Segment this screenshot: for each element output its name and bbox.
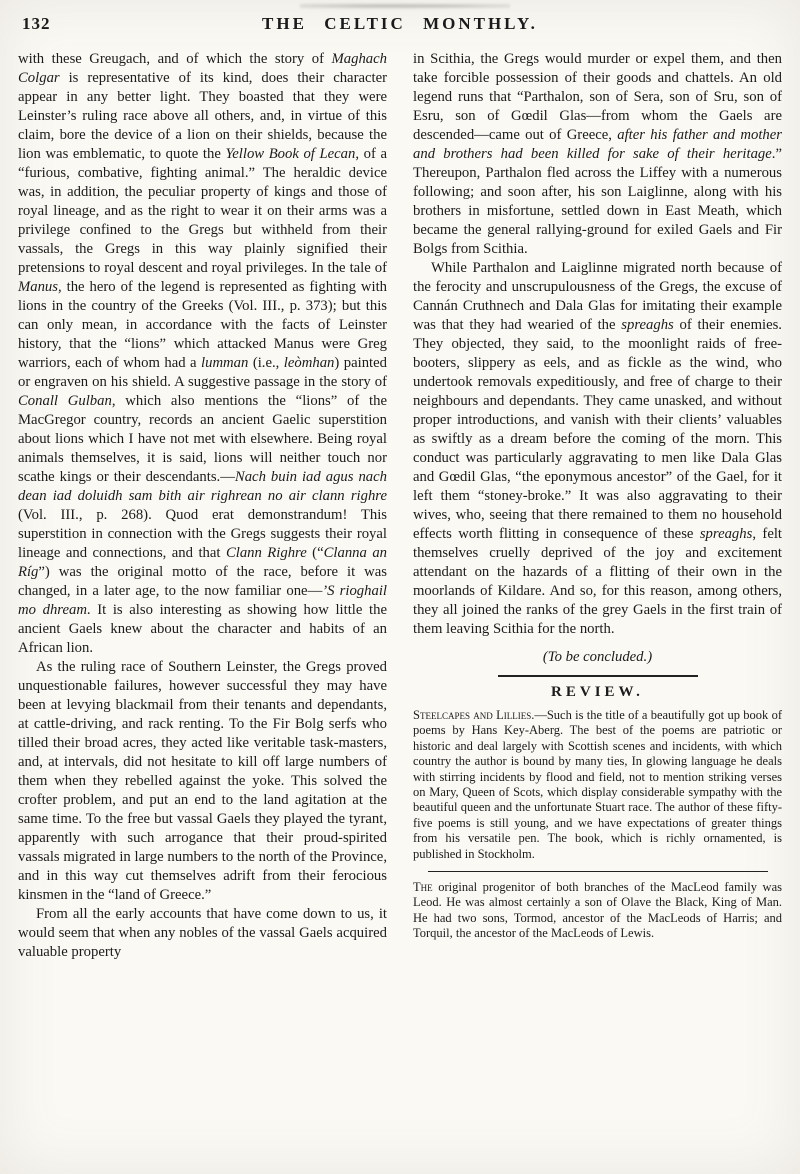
page-number: 132 <box>22 14 51 33</box>
review-body: Steelcapes and Lillies.—Such is the title of a beautifully got up book of poems by Hans Key-Aberg. The best of the poems are patriotic or historic and deal largely with Scottish scenes and incidents, with which country the author is bound by many ties, In glowing language he deals with stirring incidents by flood and field, not to mention striking verses on Mary, Queen of Scots, which display considerable sympathy with the beautiful queen and the unfortunate Stuart race. The author of these fifty-five poems is still young, and we have expectations of greater things from his versatile pen. The book, which is richly ornamented, is published in Stockholm. <box>413 708 782 861</box>
article-paragraph: As the ruling race of Southern Leinster, the Gregs proved unquestionable failures, however successful they may have been at levying blackmail from their tenants and dependants, at cattle-driving, and rack renting. To the Fir Bolg serfs who tilled their broad acres, they acted like veritable task-masters, and, at intervals, did not hesitate to kill off large numbers of them when they rebelled against the yoke. This solved the crofter problem, and put an end to the land agitation at the same time. To the free but vassal Gaels they played the tyrant, apparently with such arrogance that their proud-spirited vassals migrated in large numbers to the north of the Province, and in this way cut themselves adrift from their ferocious kinsmen in the “land of Greece.” <box>18 659 387 903</box>
section-divider <box>498 675 698 677</box>
right-column <box>413 50 782 962</box>
article-paragraph: in Scithia, the Gregs would murder or expel them, and then take forcible possession of their goods and chattels. An old legend runs that “Parthalon, son of Sera, son of Sru, son of Esru, son of Gœdil Glas—from whom the Gaels are descended—came out of Greece, after his father and mother and brothers had been killed for sake of their heritage.” Thereupon, Parthalon fled across the Liffey with a numerous following; and soon after, his son Laiglinne, along with his brothers in misfortune, settled down in East Meath, which became the general rallying-ground for exiled Gaels and Fir Bolgs from Scithia. <box>413 51 782 257</box>
macleod-note: The original progenitor of both branches of the MacLeod family was Leod. He was almost certainly a son of Olave the Black, King of Man. He had two sons, Tormod, ancestor of the MacLeods of Harris; and Torquil, the ancestor of the MacLeods of Lewis. <box>413 880 782 941</box>
left-column <box>18 50 387 962</box>
article-paragraph: with these Greugach, and of which the story of Maghach Colgar is representative of its kind, does their character appear in any better light. They boasted that they were Leinster’s ruling race above all others, and, in virtue of this claim, bore the device of a lion on their shields, because the lion was emblematic, to quote the Yellow Book of Lecan, of a “furious, combative, fighting animal.” The heraldic device was, in addition, the peculiar property of kings and those of royal lineage, and as the right to wear it on their arms was a privilege confined to the Gregs but withheld from their vassals, the Gregs in this way plainly signified their pretensions to royal descent and royal privileges. In the tale of Manus, the hero of the legend is represented as fighting with lions in the country of the Greeks (Vol. III., p. 373); but this can only mean, in accordance with the facts of Leinster history, that the “lions” which attacked Manus were Greg warriors, each of whom had a lumman (i.e., leòmhan) painted or engraven on his shield. A suggestive passage in the story of Conall Gulban, which also mentions the “lions” of the MacGregor country, records an ancient Gaelic superstition about lions which I have not met with elsewhere. Being royal animals themselves, it is said, lions will neither touch nor scathe kings or their descendants.—Nach buin iad agus nach dean iad doluidh sam bith air righrean no air clann righre (Vol. III., p. 268). Quod erat demonstrandum! This superstition in connection with the Gregs suggests their royal lineage and connections, and that Clann Righre (“Clanna an Ríg”) was the original motto of the race, before it was changed, in a later age, to the now familiar one—’S rioghail mo dhream. It is also interesting as showing how little the ancient Gaels knew about the character and habits of an African lion. <box>18 51 388 656</box>
text-columns <box>18 50 782 962</box>
journal-title: THE CELTIC MONTHLY. <box>262 14 538 33</box>
scan-smudge <box>300 2 510 10</box>
article-paragraph: While Parthalon and Laiglinne migrated north because of the ferocity and unscrupulousness of the Gregs, the excuse of Cannán Cruthnech and Dala Glas for imitating their example was that they had wearied of the spreaghs of their enemies. They objected, they said, to the moonlight raids of free-booters, slippery as eels, and as fickle as the wind, who undertook removals expeditiously, and free of charge to their neighbours and dependants. They came unasked, and without proper introductions, and vanish with their clients’ valuables as swiftly as a dream before the coming of the morn. This conduct was particularly aggravating to men like Dala Glas and Gœdil Glas, “the eponymous ancestor” of the Gael, for it left them “stoney-broke.” It was also aggravating to their wives, who, seeing that there remained to them no household effects worth flitting in consequence of these spreaghs, felt themselves cruelly deprived of the joy and excitement attendant on the hazards of a flitting of their own in the moorlands of Kildare. And so, for this reason, among others, they all joined the ranks of the grey Gaels in the first train of them leaving Scithia for the north. <box>413 260 782 637</box>
to-be-concluded-note: (To be concluded.) <box>542 649 653 665</box>
review-heading: REVIEW. <box>551 684 644 700</box>
page-header <box>18 10 782 40</box>
article-paragraph: From all the early accounts that have come down to us, it would seem that when any nobles of the vassal Gaels acquired valuable property <box>18 906 387 960</box>
section-divider <box>428 871 768 872</box>
